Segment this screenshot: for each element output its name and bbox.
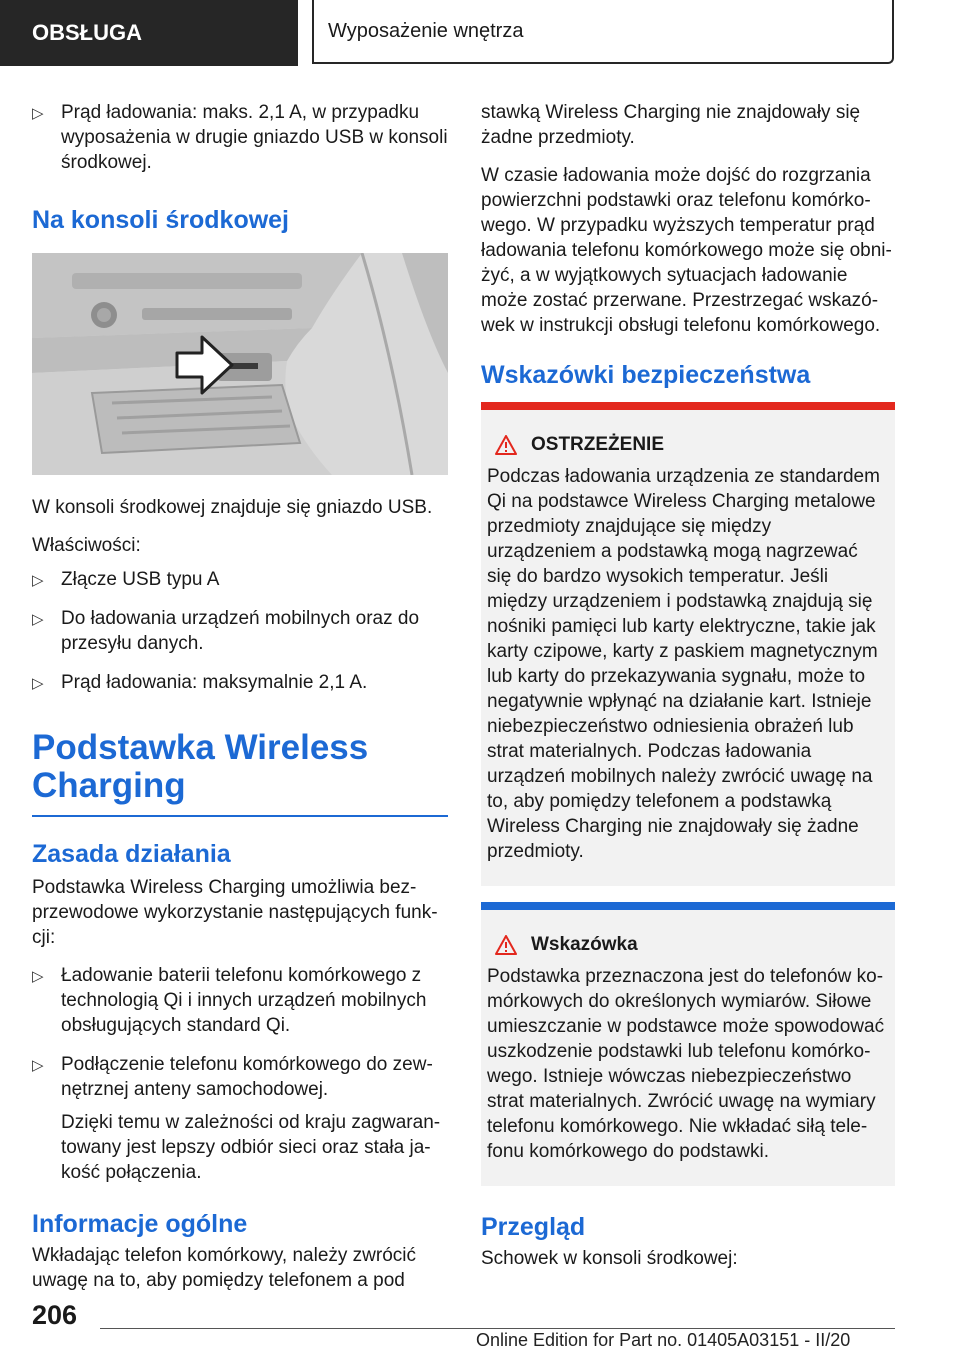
properties-label: Właściwości: [32, 535, 141, 556]
note-box [481, 902, 895, 1186]
list-item: ▷ Do ładowania urządzeń mobilnych oraz do przesyłu danych. [32, 608, 420, 654]
list-item: ▷ Prąd ładowania: maksymalnie 2,1 A. [32, 670, 448, 695]
page-number: 206 [32, 1300, 78, 1330]
note-title-row [487, 932, 885, 957]
principle-follow-text: Dzięki temu w zależności od kraju zagwarantowany jest lepszy odbiór sieci oraz stała jakość połączenia. [61, 1112, 441, 1183]
left-column [32, 100, 448, 1306]
console-usb-illustration [32, 253, 448, 475]
heading-principle: Zasada działania [32, 840, 231, 868]
chapter-title: Wyposażenie wnętrza [312, 0, 894, 64]
list-item: ▷ Podłączenie telefonu komórkowego do zewnętrznej anteny samochodowej. [32, 1054, 433, 1100]
heading-overview: Przegląd [481, 1213, 586, 1241]
triangle-bullet-icon: ▷ [32, 675, 44, 692]
heading-wireless-charging: Podstawka Wireless Charging [32, 729, 448, 817]
triangle-bullet-icon: ▷ [32, 572, 44, 589]
warning-text: Podczas ładowania urządzenia ze standardem Qi na podstawce Wireless Charging metalowe przedmioty znajdujące się między urządzeniem a podstawką mogą nagrzewać się do bardzo wysokich temperatur. Jeśli między urządzeniem i podstawką znajdują się nośniki pamięci lub karty elektryczne, takie jak karty czipowe, karty z paskiem magnetycznym lub karty do przekazywania sygnału, może to negatywnie wpłynąć na działanie kart. Istnieje niebezpieczeństwo odniesienia obrażeń lub strat materialnych. Podczas ładowania urządzeń mobilnych należy zwrócić uwagę na to, aby pomiędzy telefonem a podstawką Wireless Charging nie znajdowały się żadne przedmioty. [487, 466, 880, 862]
right-column [481, 100, 895, 1284]
warning-title-row [487, 432, 885, 457]
list-item: ▷ Prąd ładowania: maks. 2,1 A, w przypadku wyposażenia w drugie gniazdo USB w konsoli środkowej. [32, 102, 448, 173]
warning-triangle-icon [495, 435, 517, 455]
heading-console: Na konsoli środkowej [32, 206, 290, 234]
note-text: Podstawka przeznaczona jest do telefonów komórkowych do określonych wymiarów. Siłowe umieszczanie w podstawce może spowodować uszkodzenie podstawki lub telefonu komórkowego. Istnieje wówczas niebezpieczeństwo strat materialnych. Zwrócić uwagę na wymiary telefonu komórkowego. Nie wkładać siłą telefonu komórkowego do podstawki. [487, 966, 885, 1162]
continuation-text: stawką Wireless Charging nie znajdowały się żadne przedmioty. [481, 102, 861, 148]
caution-triangle-icon [495, 935, 517, 955]
triangle-bullet-icon: ▷ [32, 611, 44, 628]
list-item: ▷ Ładowanie baterii telefonu komórkowego z technologią Qi i innych urządzeń mobilnych obsługujących standard Qi. [32, 965, 427, 1036]
heading-general: Informacje ogólne [32, 1210, 248, 1238]
note-title: Wskazówka [531, 934, 638, 955]
edition-note: Online Edition for Part no. 01405A03151 - II/20 [476, 1330, 851, 1350]
general-text: Wkładając telefon komórkowy, należy zwrócić uwagę na to, aby pomiędzy telefonem a pod [32, 1245, 417, 1291]
heat-text: W czasie ładowania może dojść do rozgrzania powierzchni podstawki oraz telefonu komórkowego. W przypadku wyższych temperatur prąd ładowania telefonu komórkowego może się obniżyć, a w wyjątkowych sytuacjach ładowanie może zostać przerwane. Przestrzegać wskazówek w instrukcji obsługi telefonu komórkowego. [481, 165, 892, 336]
footer-divider [100, 1328, 895, 1329]
overview-text: Schowek w konsoli środkowej: [481, 1248, 738, 1269]
warning-box [481, 402, 895, 886]
warning-title: OSTRZEŻENIE [531, 434, 665, 455]
heading-safety: Wskazówki bezpieczeństwa [481, 361, 811, 389]
page-header [0, 0, 960, 66]
list-item: ▷ Złącze USB typu A [32, 567, 448, 592]
triangle-bullet-icon: ▷ [32, 968, 44, 985]
triangle-bullet-icon: ▷ [32, 1057, 44, 1074]
section-tab: OBSŁUGA [0, 0, 298, 66]
triangle-bullet-icon: ▷ [32, 105, 44, 122]
console-text: W konsoli środkowej znajduje się gniazdo USB. [32, 497, 433, 518]
principle-text: Podstawka Wireless Charging umożliwia bezprzewodowe wykorzystanie następujących funkcji: [32, 877, 438, 948]
